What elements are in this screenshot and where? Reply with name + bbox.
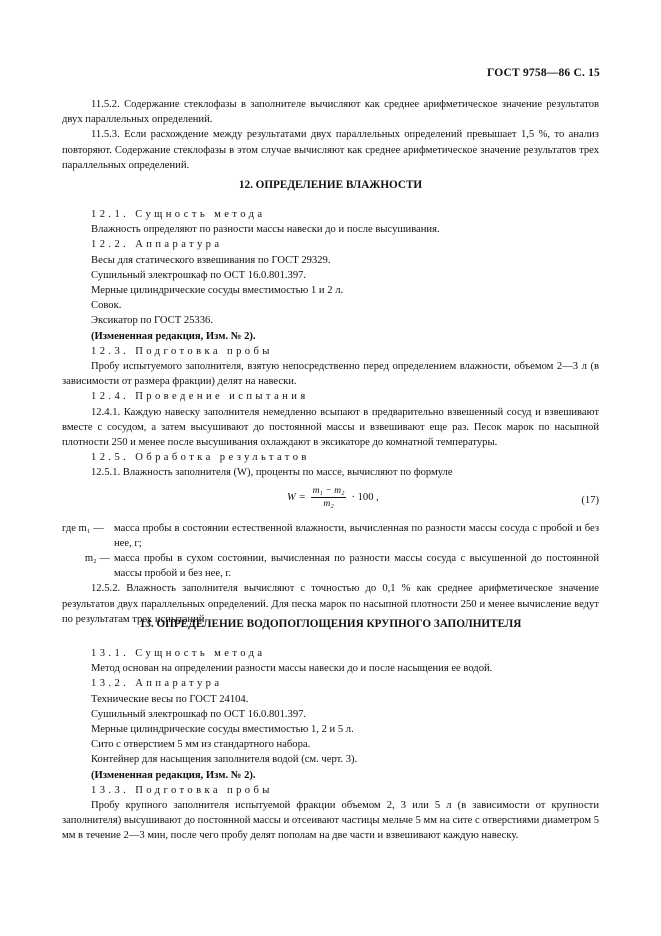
- formula-expression: [287, 485, 379, 510]
- revision-note: (Измененная редакция, Изм. № 2).: [91, 330, 256, 342]
- equipment-item: Контейнер для насыщения заполнителя водой (см. черт. 3).: [91, 754, 358, 766]
- variable-label: где m₁ —: [62, 522, 104, 534]
- formula-rest: · 100 ,: [351, 491, 379, 503]
- variable-definition-m2: [62, 551, 599, 581]
- subheading-12-3: 12.3. Подготовка пробы: [91, 345, 273, 357]
- section-12: [62, 178, 599, 627]
- equipment-item: Совок.: [91, 300, 122, 312]
- variable-text: масса пробы в состоянии естественной влажности, вычисленная по разности массы сосуда с пробой и без нее, г;: [114, 522, 599, 549]
- subheading-12-1: 12.1. Сущность метода: [91, 209, 266, 220]
- variable-label: m₂ —: [84, 553, 110, 565]
- formula-denominator: m₂: [323, 497, 334, 509]
- equipment-item: Сито с отверстием 5 мм из стандартного набора.: [91, 739, 311, 751]
- equipment-item: Мерные цилиндрические сосуды вместимостью 1 и 2 л.: [91, 285, 344, 297]
- paragraph-12-5-2: 12.5.2. Влажность заполнителя вычисляют с точностью до 0,1 % как среднее арифметическое значение результатов двух параллельных определений. Для песка марок по насыпной плотности 250 и менее вычисление ведут по результатам трех испытаний.: [62, 583, 599, 625]
- formula-fraction: [311, 485, 347, 510]
- revision-note: (Измененная редакция, Изм. № 2).: [91, 769, 256, 781]
- section-13: [62, 617, 599, 844]
- subheading-13-3: 13.3. Подготовка пробы: [91, 784, 273, 796]
- subheading-12-5: 12.5. Обработка результатов: [91, 452, 310, 464]
- paragraph-12-1: Влажность определяют по разности массы навески до и после высушивания.: [91, 224, 440, 236]
- paragraph-11-5-3: 11.5.3. Если расхождение между результатами двух параллельных определений превышает 1,5 %, то анализ повторяют. Содержание стеклофазы в этом случае вычисляют как среднее арифметическое значение результатов трех параллельных определений.: [62, 129, 599, 171]
- formula-number: (17): [581, 494, 599, 506]
- variable-definition-m1: [62, 521, 599, 551]
- page-header: ГОСТ 9758—86 С. 15: [487, 67, 600, 79]
- equipment-item: Мерные цилиндрические сосуды вместимостью 1, 2 и 5 л.: [91, 724, 354, 736]
- paragraph-12-5-1: 12.5.1. Влажность заполнителя (W), проценты по массе, вычисляют по формуле: [91, 467, 453, 479]
- paragraph-13-1: Метод основан на определении разности массы навески до и после насыщения ее водой.: [91, 663, 493, 675]
- subheading-12-2: 12.2. Аппаратура: [91, 239, 223, 251]
- formula-17: [62, 481, 599, 521]
- paragraph-13-3: Пробу крупного заполнителя испытуемой фракции объемом 2, 3 или 5 л (в зависимости от крупности заполнителя) высушивают до постоянной массы и отсеивают частицы мельче 5 мм на сите с отверстиями диаметром 5 мм в течение 2—3 мин, после чего пробу делят пополам на две части и взвешивают каждую навеску.: [62, 800, 599, 842]
- equipment-item: Технические весы по ГОСТ 24104.: [91, 693, 249, 705]
- equipment-item: Сушильный электрошкаф по ОСТ 16.0.801.397.: [91, 708, 307, 720]
- formula-numerator: m₁ − m₂: [312, 484, 345, 496]
- subheading-13-2: 13.2. Аппаратура: [91, 678, 223, 690]
- section-12-title: 12. ОПРЕДЕЛЕНИЕ ВЛАЖНОСТИ: [238, 179, 423, 191]
- paragraph-11-5-2: 11.5.2. Содержание стеклофазы в заполнителе вычисляют как среднее арифметическое значение результатов двух параллельных определений.: [62, 99, 599, 126]
- section-13-title: 13. ОПРЕДЕЛЕНИЕ ВОДОПОГЛОЩЕНИЯ КРУПНОГО ЗАПОЛНИТЕЛЯ: [139, 618, 522, 630]
- paragraph-12-3: Пробу испытуемого заполнителя, взятую непосредственно перед определением влажности, объемом 2—3 л (в зависимости от размера фракции) делят на навески.: [62, 361, 599, 388]
- equipment-item: Сушильный электрошкаф по ОСТ 16.0.801.397.: [91, 269, 307, 281]
- formula-lhs: W =: [287, 491, 306, 503]
- equipment-item: Эксикатор по ГОСТ 25336.: [91, 315, 213, 327]
- section-11-tail: [62, 97, 599, 173]
- paragraph-12-4-1: 12.4.1. Каждую навеску заполнителя немедленно всыпают в предварительно взвешенный сосуд и взвешивают вместе с сосудом, а затем высушивают до постоянной массы и взвешивают еще раз. Песок марок по насыпной плотности 250 и менее после высушивания охлаждают в эксикаторе до комнатной температуры.: [62, 406, 599, 449]
- variable-text: масса пробы в сухом состоянии, вычисленная по разности массы сосуда с высушенной до постоянной массы пробой и без нее, г.: [114, 553, 599, 580]
- equipment-item: Весы для статического взвешивания по ГОСТ 29329.: [91, 254, 331, 266]
- subheading-12-4: 12.4. Проведение испытания: [91, 391, 309, 403]
- subheading-13-1: 13.1. Сущность метода: [91, 648, 266, 659]
